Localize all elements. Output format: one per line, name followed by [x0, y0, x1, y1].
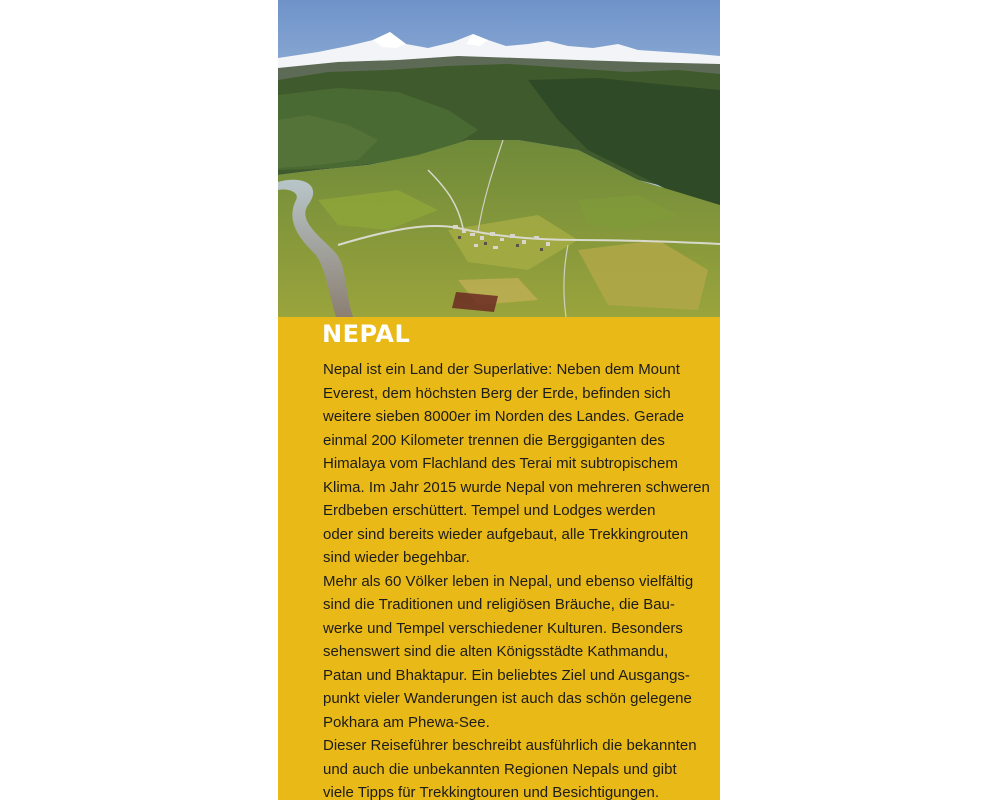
body-line: Dieser Reiseführer beschreibt ausführlich die bekannten [323, 737, 697, 754]
body-line: Himalaya vom Flachland des Terai mit subtropischem [323, 455, 678, 472]
body-line: Pokhara am Phewa-See. [323, 713, 490, 731]
body-line: Nepal ist ein Land der Superlative: Neben dem Mount [323, 361, 680, 378]
body-line: einmal 200 Kilometer trennen die Berggiganten des [323, 431, 665, 449]
body-line: Mehr als 60 Völker leben in Nepal, und ebenso vielfältig [323, 572, 694, 590]
section-title: NEPAL [322, 320, 411, 348]
body-line: und auch die unbekannten Regionen Nepals und gibt [323, 760, 677, 778]
body-line: weitere sieben 8000er im Norden des Landes. Gerade [323, 408, 685, 425]
body-line: Erdbeben erschüttert. Tempel und Lodges werden [323, 502, 656, 519]
content-panel [278, 0, 720, 800]
body-line: Patan und Bhaktapur. Ein beliebtes Ziel und Ausgangs- [323, 666, 690, 684]
body-line: Klima. Im Jahr 2015 wurde Nepal von mehreren schweren [323, 478, 710, 496]
body-line: oder sind bereits wieder aufgebaut, alle Trekkingrouten [323, 525, 689, 543]
body-line: viele Tipps für Trekkingtouren und Besichtigungen. [323, 784, 660, 800]
body-line: sehenswert sind die alten Königsstädte Kathmandu, [323, 643, 669, 660]
body-line: sind wieder begehbar. [323, 549, 470, 566]
body-line: punkt vieler Wanderungen ist auch das schön gelegene [323, 690, 692, 707]
text-block [278, 317, 720, 800]
body-line: sind die Traditionen und religiösen Bräuche, die Bau- [323, 596, 675, 613]
body-line: Everest, dem höchsten Berg der Erde, befinden sich [323, 384, 671, 402]
body-text [323, 358, 708, 800]
aerial-valley-photo [278, 0, 720, 317]
body-line: werke und Tempel verschiedener Kulturen. Besonders [323, 619, 683, 637]
